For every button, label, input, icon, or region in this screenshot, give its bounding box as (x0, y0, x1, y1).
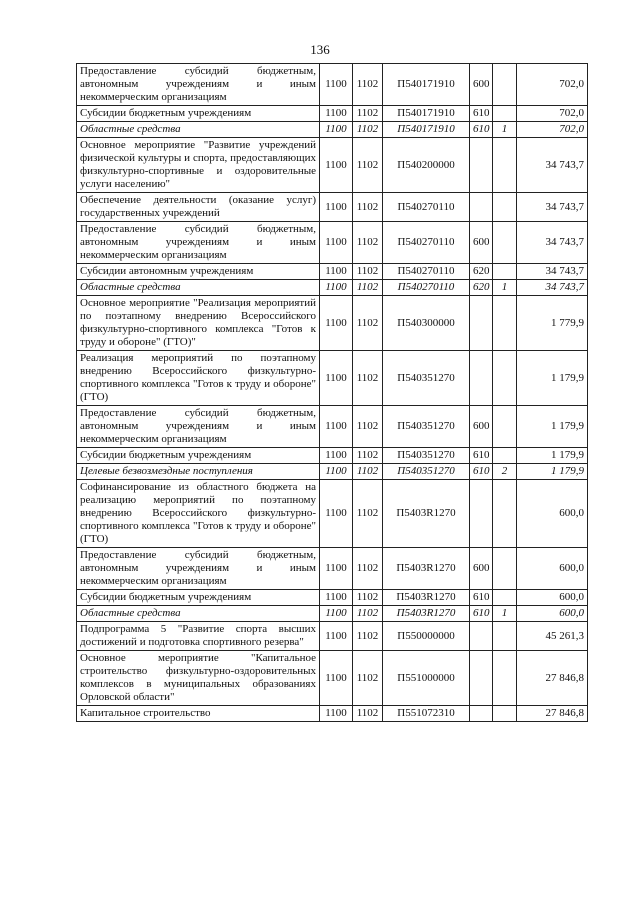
subsection-code-cell: 1102 (353, 138, 383, 193)
section-code-cell: 1100 (320, 138, 353, 193)
table-row (77, 138, 588, 193)
funding-source-cell (493, 296, 517, 351)
table-row (77, 590, 588, 606)
section-code-cell: 1100 (320, 464, 353, 480)
table-row (77, 406, 588, 448)
funding-source-cell (493, 193, 517, 222)
section-code-cell: 1100 (320, 706, 353, 722)
target-article-cell: П540270110 (383, 222, 470, 264)
section-code-cell: 1100 (320, 64, 353, 106)
expense-type-cell (470, 351, 493, 406)
row-name-cell: Основное мероприятие "Капитальное строительство физкультурно-оздоровительных комплексов в муниципальных образованиях Орловской области" (77, 651, 320, 706)
page-number: 136 (310, 42, 330, 57)
funding-source-cell (493, 706, 517, 722)
subsection-code-cell: 1102 (353, 448, 383, 464)
amount-cell: 34 743,7 (517, 264, 588, 280)
amount-cell: 34 743,7 (517, 138, 588, 193)
table-row (77, 351, 588, 406)
funding-source-cell: 1 (493, 606, 517, 622)
expense-type-cell: 610 (470, 122, 493, 138)
funding-source-cell (493, 622, 517, 651)
section-code-cell: 1100 (320, 296, 353, 351)
amount-cell: 600,0 (517, 480, 588, 548)
expense-type-cell: 620 (470, 264, 493, 280)
subsection-code-cell: 1102 (353, 222, 383, 264)
expense-type-cell: 600 (470, 64, 493, 106)
table-row (77, 280, 588, 296)
subsection-code-cell: 1102 (353, 622, 383, 651)
target-article-cell: П540351270 (383, 448, 470, 464)
table-row (77, 651, 588, 706)
expense-type-cell: 610 (470, 106, 493, 122)
row-name-cell: Субсидии бюджетным учреждениям (77, 106, 320, 122)
section-code-cell: 1100 (320, 651, 353, 706)
row-name-cell: Подпрограмма 5 "Развитие спорта высших достижений и подготовка спортивного резерва" (77, 622, 320, 651)
subsection-code-cell: 1102 (353, 606, 383, 622)
amount-cell: 1 179,9 (517, 351, 588, 406)
table-row (77, 622, 588, 651)
amount-cell: 1 179,9 (517, 464, 588, 480)
row-name-cell: Предоставление субсидий бюджетным, автономным учреждениям и иным некоммерческим организациям (77, 64, 320, 106)
expense-type-cell (470, 193, 493, 222)
target-article-cell: П550000000 (383, 622, 470, 651)
expense-type-cell (470, 651, 493, 706)
section-code-cell: 1100 (320, 448, 353, 464)
subsection-code-cell: 1102 (353, 480, 383, 548)
subsection-code-cell: 1102 (353, 280, 383, 296)
expense-type-cell (470, 480, 493, 548)
expense-type-cell: 610 (470, 448, 493, 464)
expense-type-cell: 610 (470, 606, 493, 622)
row-name-cell: Областные средства (77, 606, 320, 622)
funding-source-cell (493, 106, 517, 122)
funding-source-cell: 1 (493, 280, 517, 296)
target-article-cell: П540351270 (383, 464, 470, 480)
table-row (77, 64, 588, 106)
funding-source-cell (493, 448, 517, 464)
target-article-cell: П5403R1270 (383, 590, 470, 606)
row-name-cell: Областные средства (77, 122, 320, 138)
expense-type-cell (470, 622, 493, 651)
target-article-cell: П540351270 (383, 351, 470, 406)
row-name-cell: Софинансирование из областного бюджета на реализацию мероприятий по поэтапному внедрению Всероссийского физкультурно-спортивного комплекса "Готов к труду и обороне" (ГТО) (77, 480, 320, 548)
table-row (77, 464, 588, 480)
budget-table (76, 63, 588, 722)
table-row (77, 264, 588, 280)
section-code-cell: 1100 (320, 264, 353, 280)
target-article-cell: П540270110 (383, 280, 470, 296)
amount-cell: 600,0 (517, 548, 588, 590)
section-code-cell: 1100 (320, 193, 353, 222)
table-row (77, 222, 588, 264)
expense-type-cell: 600 (470, 548, 493, 590)
table-row (77, 448, 588, 464)
amount-cell: 702,0 (517, 106, 588, 122)
target-article-cell: П540270110 (383, 264, 470, 280)
target-article-cell: П540300000 (383, 296, 470, 351)
table-row (77, 106, 588, 122)
amount-cell: 1 779,9 (517, 296, 588, 351)
target-article-cell: П551072310 (383, 706, 470, 722)
row-name-cell: Предоставление субсидий бюджетным, автономным учреждениям и иным некоммерческим организациям (77, 548, 320, 590)
section-code-cell: 1100 (320, 351, 353, 406)
row-name-cell: Основное мероприятие "Развитие учреждений физической культуры и спорта, предоставляющих физкультурно-спортивные и оздоровительные услуги населению" (77, 138, 320, 193)
section-code-cell: 1100 (320, 406, 353, 448)
amount-cell: 600,0 (517, 590, 588, 606)
funding-source-cell (493, 480, 517, 548)
amount-cell: 34 743,7 (517, 193, 588, 222)
subsection-code-cell: 1102 (353, 590, 383, 606)
section-code-cell: 1100 (320, 480, 353, 548)
section-code-cell: 1100 (320, 622, 353, 651)
row-name-cell: Капитальное строительство (77, 706, 320, 722)
target-article-cell: П540171910 (383, 122, 470, 138)
amount-cell: 600,0 (517, 606, 588, 622)
funding-source-cell (493, 651, 517, 706)
funding-source-cell (493, 138, 517, 193)
target-article-cell: П540270110 (383, 193, 470, 222)
funding-source-cell: 2 (493, 464, 517, 480)
subsection-code-cell: 1102 (353, 548, 383, 590)
subsection-code-cell: 1102 (353, 706, 383, 722)
funding-source-cell: 1 (493, 122, 517, 138)
target-article-cell: П551000000 (383, 651, 470, 706)
funding-source-cell (493, 222, 517, 264)
expense-type-cell (470, 296, 493, 351)
row-name-cell: Областные средства (77, 280, 320, 296)
funding-source-cell (493, 590, 517, 606)
row-name-cell: Обеспечение деятельности (оказание услуг) государственных учреждений (77, 193, 320, 222)
expense-type-cell: 620 (470, 280, 493, 296)
section-code-cell: 1100 (320, 280, 353, 296)
table-row (77, 296, 588, 351)
section-code-cell: 1100 (320, 122, 353, 138)
target-article-cell: П540171910 (383, 64, 470, 106)
row-name-cell: Предоставление субсидий бюджетным, автономным учреждениям и иным некоммерческим организациям (77, 222, 320, 264)
expense-type-cell (470, 706, 493, 722)
row-name-cell: Основное мероприятие "Реализация мероприятий по поэтапному внедрению Всероссийского физкультурно-спортивного комплекса "Готов к труду и обороне" (ГТО)" (77, 296, 320, 351)
expense-type-cell: 610 (470, 590, 493, 606)
table-row (77, 193, 588, 222)
expense-type-cell: 610 (470, 464, 493, 480)
amount-cell: 34 743,7 (517, 222, 588, 264)
funding-source-cell (493, 264, 517, 280)
row-name-cell: Целевые безвозмездные поступления (77, 464, 320, 480)
row-name-cell: Субсидии бюджетным учреждениям (77, 448, 320, 464)
table-row (77, 480, 588, 548)
section-code-cell: 1100 (320, 590, 353, 606)
table-row (77, 706, 588, 722)
amount-cell: 34 743,7 (517, 280, 588, 296)
target-article-cell: П5403R1270 (383, 548, 470, 590)
subsection-code-cell: 1102 (353, 464, 383, 480)
amount-cell: 45 261,3 (517, 622, 588, 651)
section-code-cell: 1100 (320, 548, 353, 590)
subsection-code-cell: 1102 (353, 122, 383, 138)
subsection-code-cell: 1102 (353, 351, 383, 406)
funding-source-cell (493, 548, 517, 590)
row-name-cell: Субсидии бюджетным учреждениям (77, 590, 320, 606)
amount-cell: 702,0 (517, 64, 588, 106)
row-name-cell: Субсидии автономным учреждениям (77, 264, 320, 280)
subsection-code-cell: 1102 (353, 264, 383, 280)
amount-cell: 27 846,8 (517, 706, 588, 722)
table-row (77, 122, 588, 138)
subsection-code-cell: 1102 (353, 193, 383, 222)
table-row (77, 606, 588, 622)
row-name-cell: Реализация мероприятий по поэтапному внедрению Всероссийского физкультурно-спортивного комплекса "Готов к труду и обороне" (ГТО) (77, 351, 320, 406)
table-row (77, 548, 588, 590)
section-code-cell: 1100 (320, 606, 353, 622)
section-code-cell: 1100 (320, 106, 353, 122)
funding-source-cell (493, 351, 517, 406)
target-article-cell: П540171910 (383, 106, 470, 122)
amount-cell: 27 846,8 (517, 651, 588, 706)
target-article-cell: П540200000 (383, 138, 470, 193)
expense-type-cell: 600 (470, 222, 493, 264)
expense-type-cell (470, 138, 493, 193)
budget-table-body (77, 64, 588, 722)
amount-cell: 702,0 (517, 122, 588, 138)
row-name-cell: Предоставление субсидий бюджетным, автономным учреждениям и иным некоммерческим организациям (77, 406, 320, 448)
subsection-code-cell: 1102 (353, 651, 383, 706)
section-code-cell: 1100 (320, 222, 353, 264)
target-article-cell: П5403R1270 (383, 606, 470, 622)
funding-source-cell (493, 406, 517, 448)
expense-type-cell: 600 (470, 406, 493, 448)
amount-cell: 1 179,9 (517, 406, 588, 448)
target-article-cell: П5403R1270 (383, 480, 470, 548)
funding-source-cell (493, 64, 517, 106)
subsection-code-cell: 1102 (353, 106, 383, 122)
subsection-code-cell: 1102 (353, 296, 383, 351)
subsection-code-cell: 1102 (353, 406, 383, 448)
amount-cell: 1 179,9 (517, 448, 588, 464)
subsection-code-cell: 1102 (353, 64, 383, 106)
target-article-cell: П540351270 (383, 406, 470, 448)
